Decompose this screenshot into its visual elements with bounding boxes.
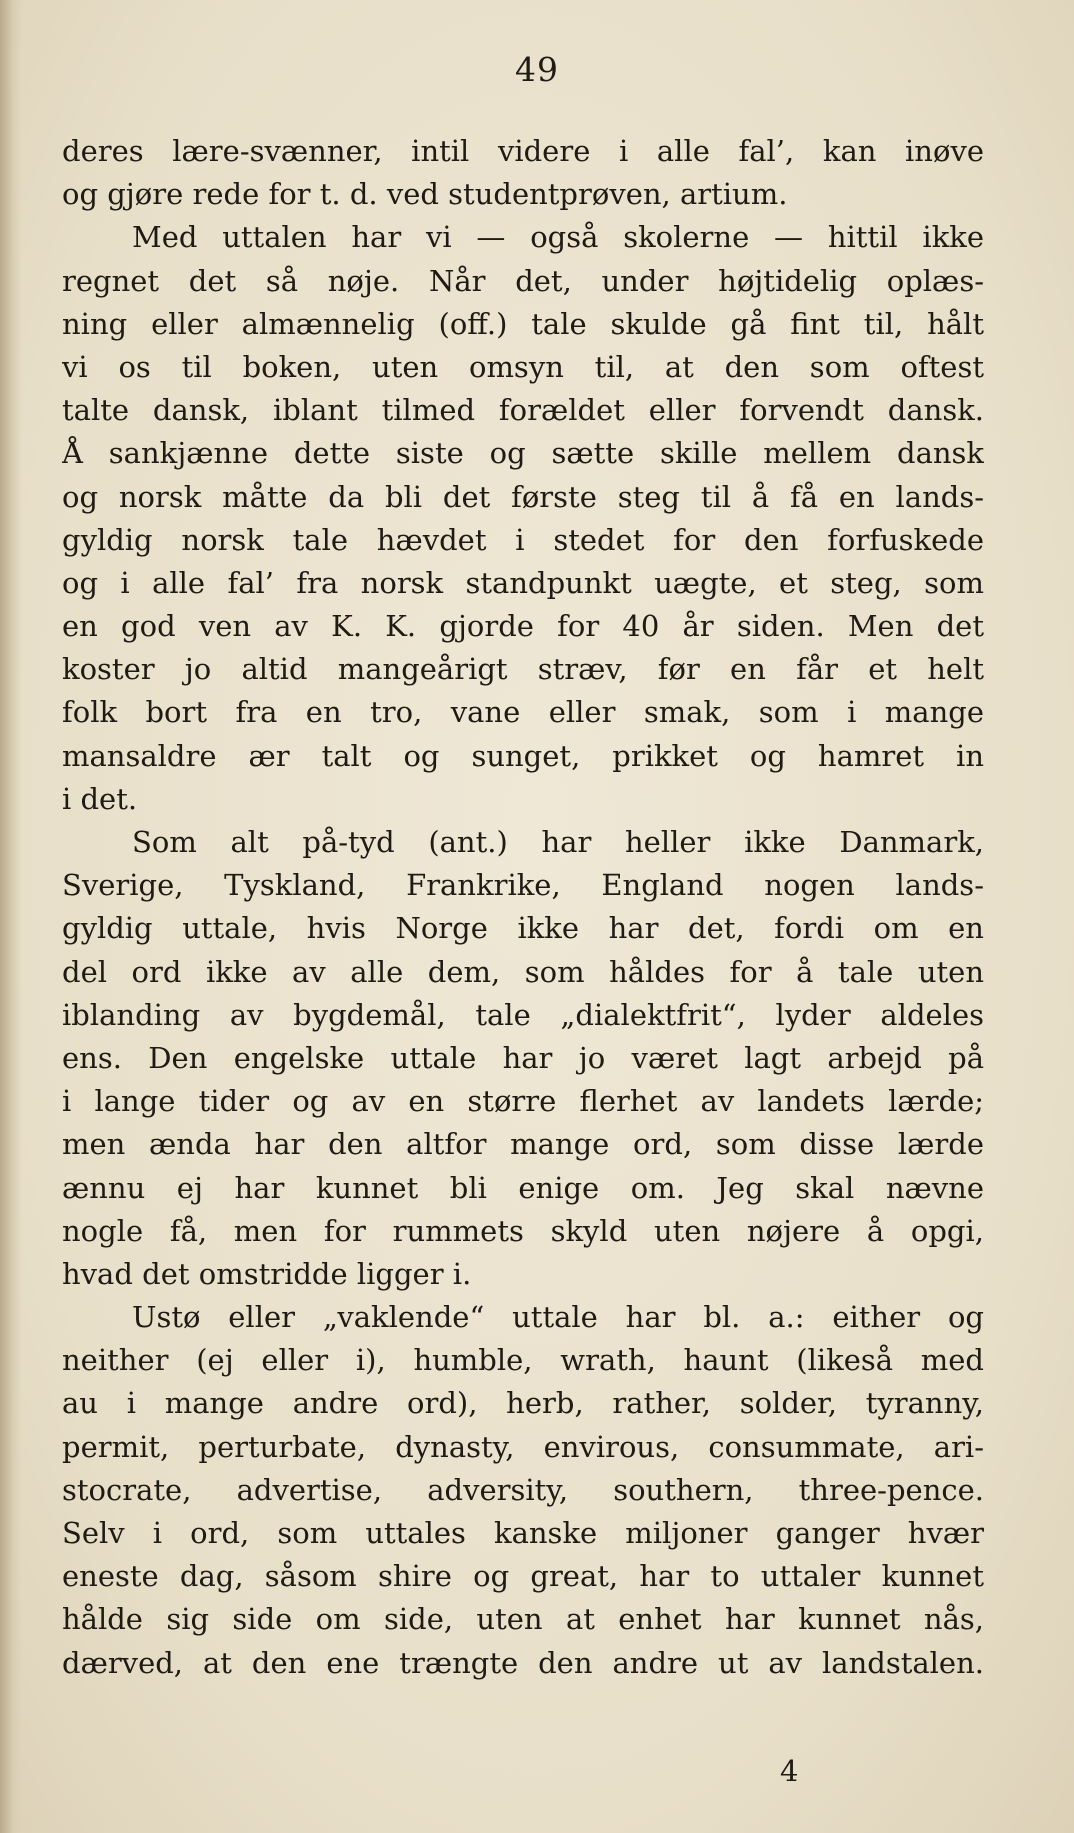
page-binding-shadow — [0, 0, 22, 1833]
text-line: og gjøre rede for t. d. ved studentprøven, artium. — [62, 177, 788, 212]
text-line: og i alle fal’ fra norsk standpunkt uægte, et steg, som — [62, 565, 984, 600]
text-line: folk bort fra en tro, vane eller smak, som i mange — [62, 695, 984, 730]
text-line: Selv i ord, som uttales kanske miljoner ganger hvær — [62, 1516, 984, 1550]
text-line: Sverige, Tyskland, Frankrike, England nogen lands- — [62, 868, 984, 903]
text-line: nogle få, men for rummets skyld uten nøjere å opgi, — [62, 1213, 984, 1248]
text-line: ænnu ej har kunnet bli enige om. Jeg skal nævne — [62, 1170, 984, 1205]
text-line: Med uttalen har vi — også skolerne — hittil ikke — [132, 220, 984, 255]
text-line: hvad det omstridde ligger i. — [62, 1256, 472, 1291]
text-line: i det. — [62, 781, 138, 816]
text-line: Som alt på-tyd (ant.) har heller ikke Danmark, — [132, 825, 984, 859]
text-line: del ord ikke av alle dem, som håldes for å tale uten — [62, 954, 984, 989]
text-line: deres lære-svænner, intil videre i alle fal’, kan inøve — [62, 134, 984, 168]
text-line: stocrate, advertise, adversity, southern, three-pence. — [62, 1472, 984, 1507]
text-line: men ænda har den altfor mange ord, som disse lærde — [62, 1127, 984, 1162]
text-line: ning eller almænnelig (off.) tale skulde gå fint til, hålt — [62, 306, 984, 341]
text-line: vi os til boken, uten omsyn til, at den som oftest — [62, 349, 984, 384]
text-line: talte dansk, iblant tilmed forældet eller forvendt dansk. — [62, 393, 984, 428]
text-line: regnet det så nøje. Når det, under højtidelig oplæs- — [62, 263, 984, 298]
text-line: iblanding av bygdemål, tale „dialektfrit“, lyder aldeles — [62, 997, 984, 1032]
text-line: hålde sig side om side, uten at enhet har kunnet nås, — [62, 1602, 984, 1637]
text-line: neither (ej eller i), humble, wrath, haunt (likeså med — [62, 1343, 984, 1378]
text-line: Å sankjænne dette siste og sætte skille mellem dansk — [62, 436, 984, 471]
signature-mark: 4 — [780, 1754, 799, 1788]
text-line: ens. Den engelske uttale har jo været lagt arbejd på — [62, 1040, 984, 1075]
text-line: en god ven av K. K. gjorde for 40 år siden. Men det — [62, 609, 984, 644]
text-line: i lange tider og av en større flerhet av landets lærde; — [62, 1084, 984, 1119]
text-line: gyldig norsk tale hævdet i stedet for den forfuskede — [62, 522, 984, 557]
text-line: og norsk måtte da bli det første steg til å få en lands- — [62, 479, 984, 514]
text-line: koster jo altid mangeårigt stræv, før en får et helt — [62, 652, 984, 687]
page-number: 49 — [515, 50, 559, 89]
text-line: gyldig uttale, hvis Norge ikke har det, fordi om en — [62, 911, 984, 946]
text-line: au i mange andre ord), herb, rather, solder, tyranny, — [62, 1386, 984, 1421]
text-line: eneste dag, såsom shire og great, har to uttaler kunnet — [62, 1559, 984, 1594]
text-line: permit, perturbate, dynasty, envirous, consummate, ari- — [62, 1429, 984, 1464]
text-line: mansaldre ær talt og sunget, prikket og hamret in — [62, 738, 984, 773]
body-text — [62, 130, 984, 1685]
text-line: dærved, at den ene trængte den andre ut av landstalen. — [62, 1645, 984, 1680]
text-line: Ustø eller „vaklende“ uttale har bl. a.: either og — [132, 1300, 984, 1335]
